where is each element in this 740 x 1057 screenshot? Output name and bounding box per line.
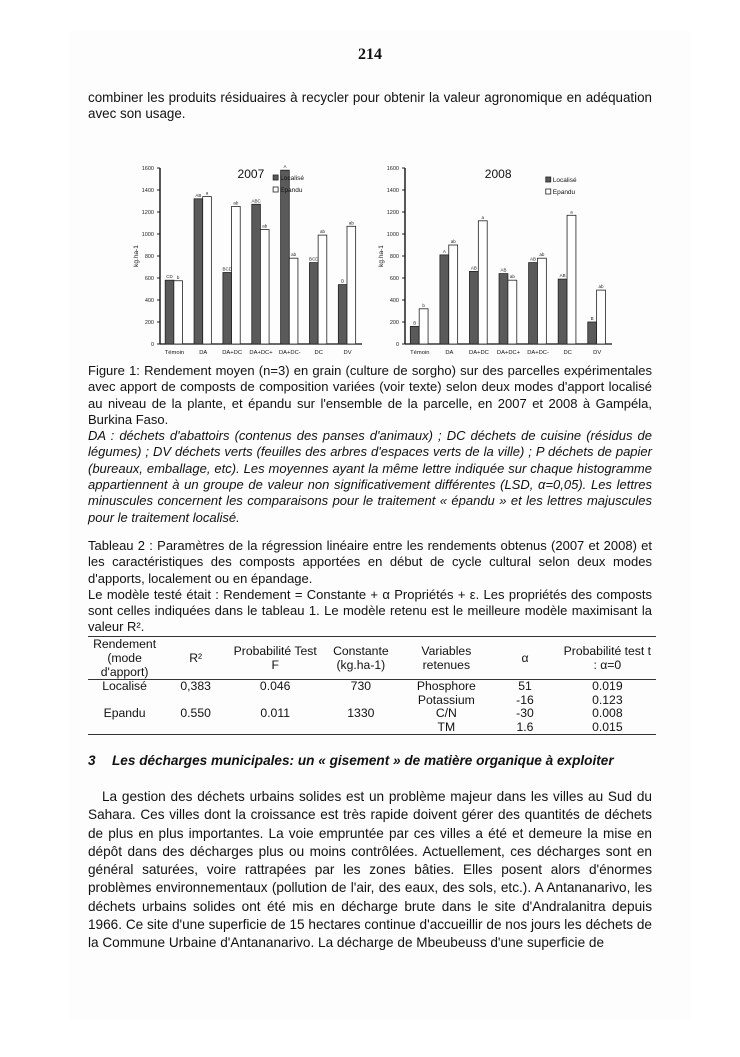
bar-group-label: ab (450, 239, 456, 244)
chart-title: 2007 (237, 167, 265, 181)
bar-localise (194, 199, 203, 344)
x-tick-label: DA+DC+ (249, 350, 273, 356)
table-cell: 0,383 (180, 679, 211, 693)
table-cell: Phosphore (416, 679, 476, 693)
x-tick-label: DC (314, 350, 323, 356)
bar-group-label: ab (319, 229, 325, 235)
table-cell: 1.6 (516, 719, 534, 734)
y-tick-label: 1200 (141, 210, 154, 216)
section-paragraph: La gestion des déchets urbains solides est un problème majeur dans les villes au Sud du Sahara. Ces villes dont la croissance est très rapide doivent gérer des quantités de déchets de plus en plus importantes. La voie empruntée par ces villes a été et demeure la mise en dépôt dans des décharges plus ou moins contrôlées. Actuellement, ces décharges sont en général saturées, voire rattrapées par les zones bâties. Elles posent alors d'énormes problèmes environnementaux (pollution de l'air, des eaux, des sols, etc.). A Antananarivo, les déchets urbains solides ont été mis en décharge brute dans le site d'Andralanitra depuis 1966. Ce site d'une superficie de 15 hectares continue d'accueillir de nos jours les déchets de la Commune Urbaine d'Antananarivo. La décharge de Mbeubeuss d'une superficie de (88, 789, 652, 951)
y-tick-label: 800 (389, 254, 399, 260)
col-header-constante: Constante (kg.ha-1) (333, 644, 389, 672)
bar-epandu (318, 235, 327, 344)
page-number: 214 (358, 46, 382, 63)
bar-epandu (508, 280, 517, 344)
y-tick-label: 800 (144, 254, 154, 260)
x-tick-label: DV (593, 350, 602, 356)
bar-group-label: a (481, 214, 485, 220)
section-title: Les décharges municipales: un « gisement » de matière organique à exploiter (112, 753, 614, 768)
bar-epandu (232, 207, 241, 345)
y-axis-label: kg.ha-1 (378, 245, 385, 267)
table-cell: Localisé (102, 679, 147, 693)
bar-localise (440, 255, 449, 344)
table-cell: 730 (350, 679, 372, 693)
bar-group-label: AB (500, 267, 507, 273)
x-tick-label: DC (563, 350, 572, 356)
bar-epandu (449, 245, 458, 344)
bar-group-label: B (590, 316, 594, 321)
y-tick-label: 1000 (141, 232, 154, 238)
section-heading (88, 752, 652, 769)
table-cell: -16 (516, 692, 534, 707)
y-tick-label: 1400 (386, 188, 399, 194)
bar-group-label: AB (559, 273, 566, 279)
table-caption-title: Tableau 2 : Paramètres de la régression linéaire entre les rendements obtenus (2007 et 2008) et les caractéristiques des composts apportées en début de cycle cultural selon deux modes d'apports, localement ou en épandage. (88, 538, 652, 586)
table-cell (161, 721, 230, 735)
table-cell: 51 (518, 679, 532, 693)
bar-group-label: ab (262, 223, 268, 229)
legend-swatch (273, 175, 278, 180)
bar-localise (281, 170, 290, 344)
bar-group-label: ab (348, 220, 354, 226)
y-tick-label: 1000 (386, 232, 399, 238)
y-tick-label: 200 (144, 320, 154, 326)
y-tick-label: 0 (395, 342, 399, 348)
bar-epandu (597, 290, 606, 344)
bar-epandu (537, 258, 546, 344)
bar-group-label: ab (291, 252, 297, 258)
bar-localise (588, 322, 597, 344)
table-row (88, 694, 656, 708)
legend-swatch (546, 177, 551, 182)
table-row (88, 721, 656, 735)
bar-localise (499, 274, 508, 344)
col-header-prob-t: Probabilité test t : α=0 (563, 644, 652, 672)
x-tick-label: DA+DC- (278, 350, 301, 356)
table-cell: 1330 (347, 706, 375, 720)
table-cell (320, 721, 401, 735)
bar-epandu (260, 230, 269, 344)
bar-epandu (203, 197, 212, 344)
y-tick-label: 600 (144, 276, 154, 282)
bar-group-label: b (422, 302, 425, 308)
bar-localise (223, 273, 232, 345)
bar-group-label: BCD (222, 266, 232, 272)
table-cell: C/N (435, 706, 457, 720)
figure-caption-text: Figure 1: Rendement moyen (n=3) en grain (culture de sorgho) sur des parcelles expérimentales avec apport de composts de composition variées (voir texte) selon deux modes d'apport localisé au niveau de la plante, et épandu sur l'ensemble de la parcelle, en 2007 et 2008 à Gampéla, Burkina Faso. (88, 363, 652, 427)
figure-caption (88, 363, 652, 526)
y-tick-label: 400 (389, 298, 399, 304)
bar-group-label: AB (195, 192, 202, 198)
bar-epandu (567, 215, 576, 344)
bar-localise (338, 285, 347, 344)
table-cell (88, 721, 161, 735)
y-tick-label: 1200 (386, 210, 399, 216)
table-cell: 0.008 (592, 706, 623, 720)
bar-group-label: a (205, 190, 209, 196)
table-cell: 0.011 (260, 706, 290, 720)
bar-group-label: D (341, 278, 345, 284)
bar-group-label: a (570, 209, 573, 215)
table-cell: Potassium (417, 692, 475, 707)
section-number: 3 (88, 753, 96, 768)
bar-epandu (347, 226, 356, 344)
x-tick-label: DV (343, 350, 352, 356)
bar-localise (252, 204, 261, 344)
y-tick-label: 0 (150, 342, 154, 348)
bar-group-label: AB (470, 265, 477, 271)
table-caption (88, 538, 652, 636)
x-tick-label: Témoin (410, 350, 430, 356)
bar-group-label: AB (530, 256, 537, 262)
bar-group-label: BCD (309, 256, 319, 262)
bar-group-label: b (176, 274, 180, 280)
y-tick-label: 1400 (141, 188, 154, 194)
bar-localise (165, 280, 174, 344)
col-header-r2: R² (189, 651, 203, 665)
chart-title: 2008 (484, 167, 512, 181)
legend-label: Localisé (552, 177, 577, 184)
table-cell: 0.123 (592, 692, 623, 707)
bar-epandu (419, 309, 428, 344)
table-cell (161, 694, 230, 708)
y-axis-label: kg.ha-1 (133, 245, 140, 267)
y-tick-label: 1600 (141, 166, 154, 172)
table-cell (320, 694, 401, 708)
table-cell (230, 694, 320, 708)
y-tick-label: 200 (389, 320, 399, 326)
y-tick-label: 1600 (386, 166, 399, 172)
bar-group-label: ab (233, 200, 239, 206)
bar-localise (469, 271, 478, 344)
chart-2008-svg (375, 160, 620, 360)
bar-group-label: ab (598, 284, 604, 290)
col-header-prob-f: Probabilité Test F (233, 644, 317, 672)
x-tick-label: DA+DC- (527, 350, 549, 356)
legend-label: Localisé (280, 175, 304, 182)
table-cell (230, 721, 320, 735)
table-cell: 0.550 (180, 706, 211, 720)
col-header-variables: Variables retenues (421, 644, 472, 672)
table-cell: 0.019 (592, 679, 623, 693)
bar-localise (309, 263, 318, 344)
bar-group-label: A (442, 248, 446, 254)
x-tick-label: DA (445, 350, 454, 356)
figure-legend-text: DA : déchets d'abattoirs (contenus des panses d'animaux) ; DC déchets de cuisine (résidus de légumes) ; DV déchets verts (feuilles des arbres d'espaces verts de la ville) ; P déchets de papier (bureaux, emballage, etc). Les moyennes ayant la même lettre indiquée sur chaque histogramme appartiennent à un groupe de valeur non significativement différentes (LSD, α=0,05). Les lettres minuscules concernent les comparaisons pour le traitement « épandu » et les lettres majuscules pour le traitement localisé. (88, 428, 652, 525)
x-tick-label: DA+DC+ (496, 350, 521, 356)
bar-epandu (174, 281, 183, 344)
x-tick-label: DA+DC (469, 350, 489, 356)
table-cell: TM (437, 719, 456, 734)
col-header-mode: Rendement (mode d'apport) (93, 637, 157, 679)
x-tick-label: DA (199, 350, 208, 356)
col-header-alpha: α (521, 651, 529, 665)
chart-2008 (375, 160, 620, 360)
table-cell: -30 (516, 706, 534, 720)
y-tick-label: 600 (389, 276, 399, 282)
table-row (88, 707, 656, 721)
bar-localise (410, 326, 419, 344)
table-header-row (88, 637, 656, 680)
x-tick-label: Témoin (164, 350, 185, 356)
table-caption-model: Le modèle testé était : Rendement = Constante + α Propriétés + ε. Les propriétés des composts sont celles indiquées dans le tableau 1. Le modèle retenu est le meilleure modèle maximisant la valeur R². (88, 586, 652, 635)
chart-2007-svg (130, 160, 370, 360)
regression-table (88, 636, 656, 735)
bar-localise (558, 279, 567, 344)
chart-2007 (130, 160, 370, 360)
legend-label: Epandu (280, 187, 303, 194)
intro-paragraph: combiner les produits résiduaires à recycler pour obtenir la valeur agronomique en adéquation avec son usage. (88, 90, 652, 122)
bar-group-label: CD (166, 274, 173, 280)
legend-swatch (273, 187, 278, 192)
y-tick-label: 400 (144, 298, 154, 304)
table-cell: 0.046 (259, 679, 291, 693)
bar-group-label: ab (509, 274, 515, 280)
bar-epandu (289, 258, 298, 344)
figure-1-charts (130, 160, 620, 360)
bar-group-label: A (283, 164, 287, 170)
bar-localise (529, 263, 538, 344)
bar-group-label: B (413, 320, 417, 326)
table-cell: Epandu (103, 706, 146, 720)
bar-group-label: ab (539, 252, 545, 258)
bar-group-label: ABC (251, 198, 261, 204)
table-cell: 0.015 (592, 719, 623, 734)
legend-label: Epandu (552, 189, 576, 196)
x-tick-label: DA+DC (222, 350, 243, 356)
legend-swatch (546, 189, 551, 194)
bar-epandu (478, 221, 487, 344)
table-row (88, 680, 656, 694)
table-cell (88, 694, 161, 708)
